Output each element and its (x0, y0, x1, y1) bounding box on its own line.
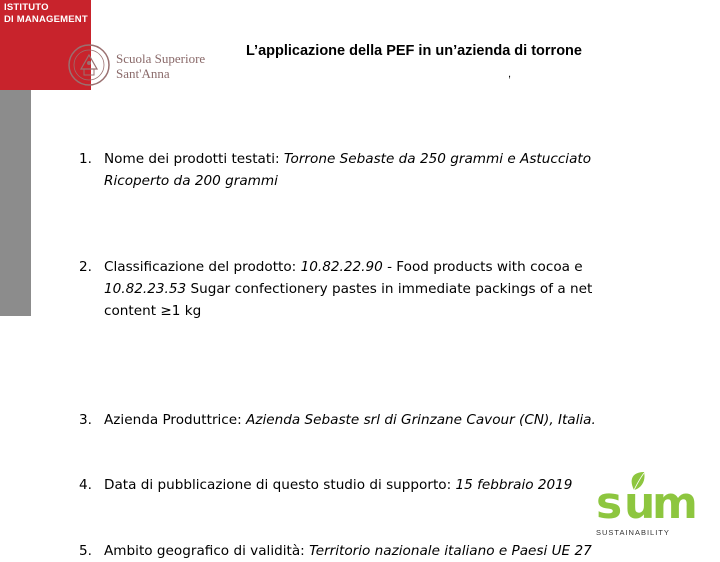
item-number: 3. (79, 412, 92, 428)
title-mark: , (508, 68, 512, 80)
item-label: Classificazione del prodotto: (104, 259, 301, 275)
list-item (79, 409, 679, 431)
institute-banner-text (4, 2, 88, 26)
school-logo-text (116, 51, 205, 81)
seal-icon (67, 43, 111, 87)
item-value: Azienda Sebaste srl di Grinzane Cavour (CN), Italia. (246, 412, 596, 428)
item-label: Ambito geografico di validità: (104, 543, 310, 559)
slide-title: L’applicazione della PEF in un’azienda di torrone (246, 43, 582, 59)
item-text-c: content ≥1 kg (104, 303, 202, 319)
logo-letter-m: m (652, 478, 698, 529)
item-number: 2. (79, 259, 92, 275)
item-label: Azienda Produttrice: (104, 412, 247, 428)
item-value-code-a: 10.82.22.90 (300, 259, 383, 275)
logo-line-2: Sant'Anna (116, 66, 170, 81)
item-label: Nome dei prodotti testati: (104, 151, 284, 167)
item-value-code-b: 10.82.23.53 (104, 281, 187, 297)
item-value: Territorio nazionale italiano e Paesi UE 27 (309, 543, 592, 559)
item-value-cont: Ricoperto da 200 grammi (104, 173, 278, 189)
list-item (79, 540, 679, 562)
item-text-b: Sugar confectionery pastes in immediate packings of a net (186, 281, 593, 297)
list-item (79, 148, 679, 192)
item-label: Data di pubblicazione di questo studio di supporto: (104, 477, 456, 493)
logo-letter-s: s (596, 478, 623, 529)
item-number: 1. (79, 151, 92, 167)
logo-letter-u: u (624, 478, 656, 529)
item-value: Torrone Sebaste da 250 grammi e Astucciato (283, 151, 592, 167)
item-value: 15 febbraio 2019 (455, 477, 573, 493)
item-number: 4. (79, 477, 92, 493)
banner-line-2: DI MANAGEMENT (4, 14, 88, 25)
side-decoration-bar (0, 90, 31, 316)
item-number: 5. (79, 543, 92, 559)
list-item (79, 256, 679, 322)
list-item (79, 474, 679, 496)
banner-line-1: ISTITUTO (4, 2, 49, 13)
item-text-a: - Food products with cocoa e (382, 259, 583, 275)
logo-line-1: Scuola Superiore (116, 51, 206, 66)
sum-logo-caption: SUSTAINABILITY (596, 528, 670, 537)
